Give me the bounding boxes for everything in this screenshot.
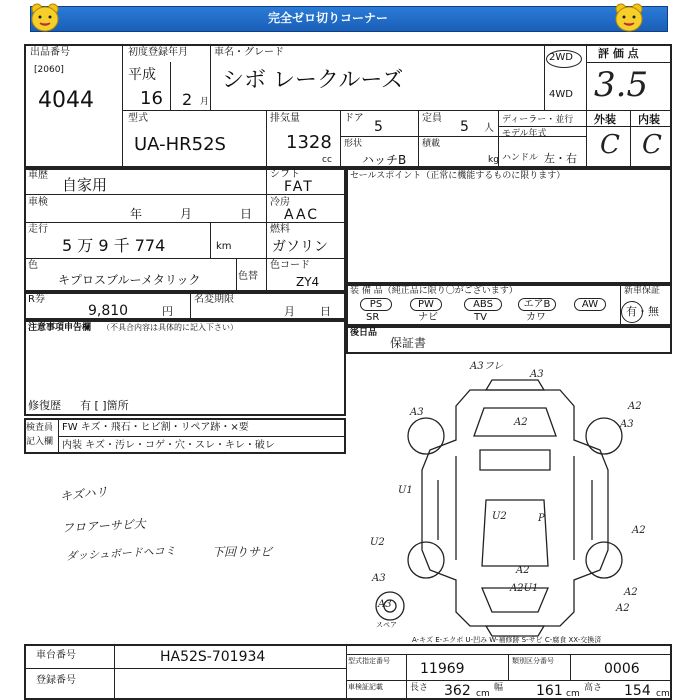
registration-month: 2	[182, 90, 193, 109]
equip-ps: PS	[360, 298, 392, 311]
interior-label: 内装	[638, 113, 660, 126]
model-year-label: モデル年式	[502, 129, 547, 139]
exterior-label: 外装	[594, 113, 616, 126]
attachments-label: 後日品	[350, 328, 378, 338]
diagram-mark-3: A3	[410, 407, 424, 418]
title-change-label: 名変期限	[194, 294, 234, 305]
registration-label: 初度登録年月	[128, 47, 188, 58]
load-label: 積載	[422, 139, 441, 149]
check-row2: 内装 キズ・汚レ・コゲ・穴・スレ・キレ・破レ	[62, 440, 275, 451]
dims-label: 車検証記載	[348, 683, 383, 691]
dealer-label: ディーラー・並行	[502, 115, 574, 125]
lot-sub: [2060]	[34, 65, 64, 75]
equip-abs: ABS	[464, 298, 502, 311]
reg-no-label: 登録番号	[36, 675, 76, 686]
equip-navi: ナビ	[418, 312, 438, 323]
model-value: UA-HR52S	[134, 134, 226, 155]
inspection-label: 車検	[28, 197, 48, 208]
chassis-label: 車台番号	[36, 650, 76, 661]
new-warranty-label: 新車保証	[624, 286, 661, 296]
designation-value: 11969	[420, 661, 465, 677]
ac-label: 冷房	[270, 197, 290, 208]
diagram-mark-8: U2	[492, 511, 507, 522]
fuel-value: ガソリン	[272, 239, 328, 255]
spare-label: スペア	[376, 621, 397, 629]
lot-label: 出品番号	[30, 47, 70, 58]
shift-label: シフト	[270, 169, 300, 180]
diagram-mark-7: U1	[398, 485, 413, 496]
color-change-label: 色替	[238, 271, 258, 282]
diagram-mark-11: P	[538, 513, 545, 524]
diagram-mark-13: A3	[378, 599, 392, 610]
car-label: 車名・グレード	[214, 47, 284, 58]
diagram-mark-9: U2	[370, 537, 385, 548]
hand-note-1: キズハリ	[59, 484, 109, 504]
recycle-value: 9,810	[88, 303, 129, 319]
score-label: 評 価 点	[598, 47, 639, 60]
hand-note-2: フロアーサビ大	[61, 516, 146, 536]
lot-number: 4044	[38, 88, 94, 113]
displacement-label: 排気量	[270, 113, 300, 124]
equip-tv: TV	[474, 312, 487, 323]
diagram-mark-1: A3フレ	[470, 361, 504, 372]
designation-label: 型式指定番号	[348, 657, 390, 665]
registration-year: 16	[140, 88, 163, 109]
notes-sub: （不具合内容は具体的に記入下さい）	[102, 323, 238, 332]
history-value: 自家用	[62, 176, 108, 194]
car-diagram	[360, 360, 670, 640]
diagram-mark-15: A2	[624, 587, 638, 598]
check-row1: FW キズ・飛石・ヒビ割・リペア跡・×要	[62, 422, 249, 433]
equip-aw: AW	[574, 298, 606, 311]
mileage-value: 5 万 9 千 774	[62, 236, 166, 255]
dims-height: 154	[624, 683, 651, 699]
notes-block	[24, 320, 346, 416]
class-label: 類別区分番号	[512, 657, 554, 665]
ac-value: AAC	[284, 207, 320, 223]
model-label: 型式	[128, 113, 148, 124]
attachments-value: 保証書	[390, 336, 427, 350]
body-label: 形状	[344, 139, 363, 149]
recycle-row	[24, 292, 346, 320]
notes-label: 注意事項申告欄	[28, 323, 92, 333]
new-warranty-value: 有・無	[626, 305, 659, 318]
diagram-mark-12: A3	[372, 573, 386, 584]
handle-value: 左・右	[544, 152, 577, 165]
fuel-label: 燃料	[270, 224, 290, 235]
color-code-label: 色コード	[270, 260, 310, 271]
diagram-mark-10: A2	[632, 525, 646, 536]
diagram-mark-4: A2	[514, 417, 528, 428]
mascot-left-icon	[28, 2, 62, 34]
diagram-mark-17: A2	[616, 603, 630, 614]
equip-airbag: エアB	[518, 298, 556, 311]
doors-label: ドア	[344, 113, 364, 124]
dims-width: 161	[536, 683, 563, 699]
hand-note-3: ダッシュボードヘコミ	[65, 544, 177, 563]
handle-label: ハンドル	[502, 153, 539, 163]
drive-2wd: 2WD	[549, 52, 573, 63]
repair-label: 修復歴	[28, 399, 61, 412]
capacity-label: 定員	[422, 113, 442, 124]
drive-4wd: 4WD	[549, 89, 573, 100]
doors-value: 5	[374, 119, 383, 135]
check-label2: 記入欄	[26, 437, 54, 447]
warranty-circle	[621, 301, 643, 323]
mascot-right-icon	[612, 2, 646, 34]
repair-value: 有 [ ]箇所	[80, 399, 129, 412]
diagram-mark-5: A2	[628, 401, 642, 412]
car-name: シボ レークルーズ	[222, 68, 404, 93]
diagram-mark-2: A3	[530, 369, 544, 380]
interior-value: C	[642, 130, 662, 160]
diagram-mark-16: A2U1	[510, 583, 539, 594]
equip-pw: PW	[410, 298, 442, 311]
hand-note-4: 下回りサビ	[212, 545, 273, 559]
history-label: 車歴	[28, 170, 48, 181]
equip-leather: カワ	[526, 312, 546, 323]
exterior-value: C	[600, 130, 620, 160]
chassis-value: HA52S-701934	[160, 649, 266, 665]
recycle-label: R券	[28, 294, 45, 305]
score-value: 3.5	[594, 65, 649, 105]
damage-legend: A-キズ E-エクボ U-凹み W-補修跡 S-サビ C-腐食 XX-交換済	[412, 636, 602, 644]
displacement-value: 1328	[286, 132, 332, 153]
dims-length: 362	[444, 683, 471, 699]
equipment-label: 装 備 品（純正品に限り〇がございます）	[350, 286, 518, 296]
diagram-mark-6: A3	[620, 419, 634, 430]
body-value: ハッチB	[362, 153, 407, 167]
class-value: 0006	[604, 661, 640, 677]
diagram-mark-14: A2	[516, 565, 530, 576]
mileage-label: 走行	[28, 224, 48, 235]
registration-era: 平成	[128, 67, 156, 83]
color-label: 色	[28, 260, 38, 271]
equip-sr: SR	[366, 312, 380, 323]
shift-value: FAT	[284, 179, 314, 195]
check-label1: 検査員	[26, 423, 54, 433]
color-code-value: ZY4	[296, 275, 320, 289]
color-value: キプロスブルーメタリック	[58, 273, 201, 287]
capacity-value: 5	[460, 119, 469, 135]
sales-point-label: セールスポイント（正常に機能するものに限ります）	[350, 171, 566, 181]
header-title: 完全ゼロ切りコーナー	[268, 11, 389, 25]
sales-block	[346, 168, 672, 284]
